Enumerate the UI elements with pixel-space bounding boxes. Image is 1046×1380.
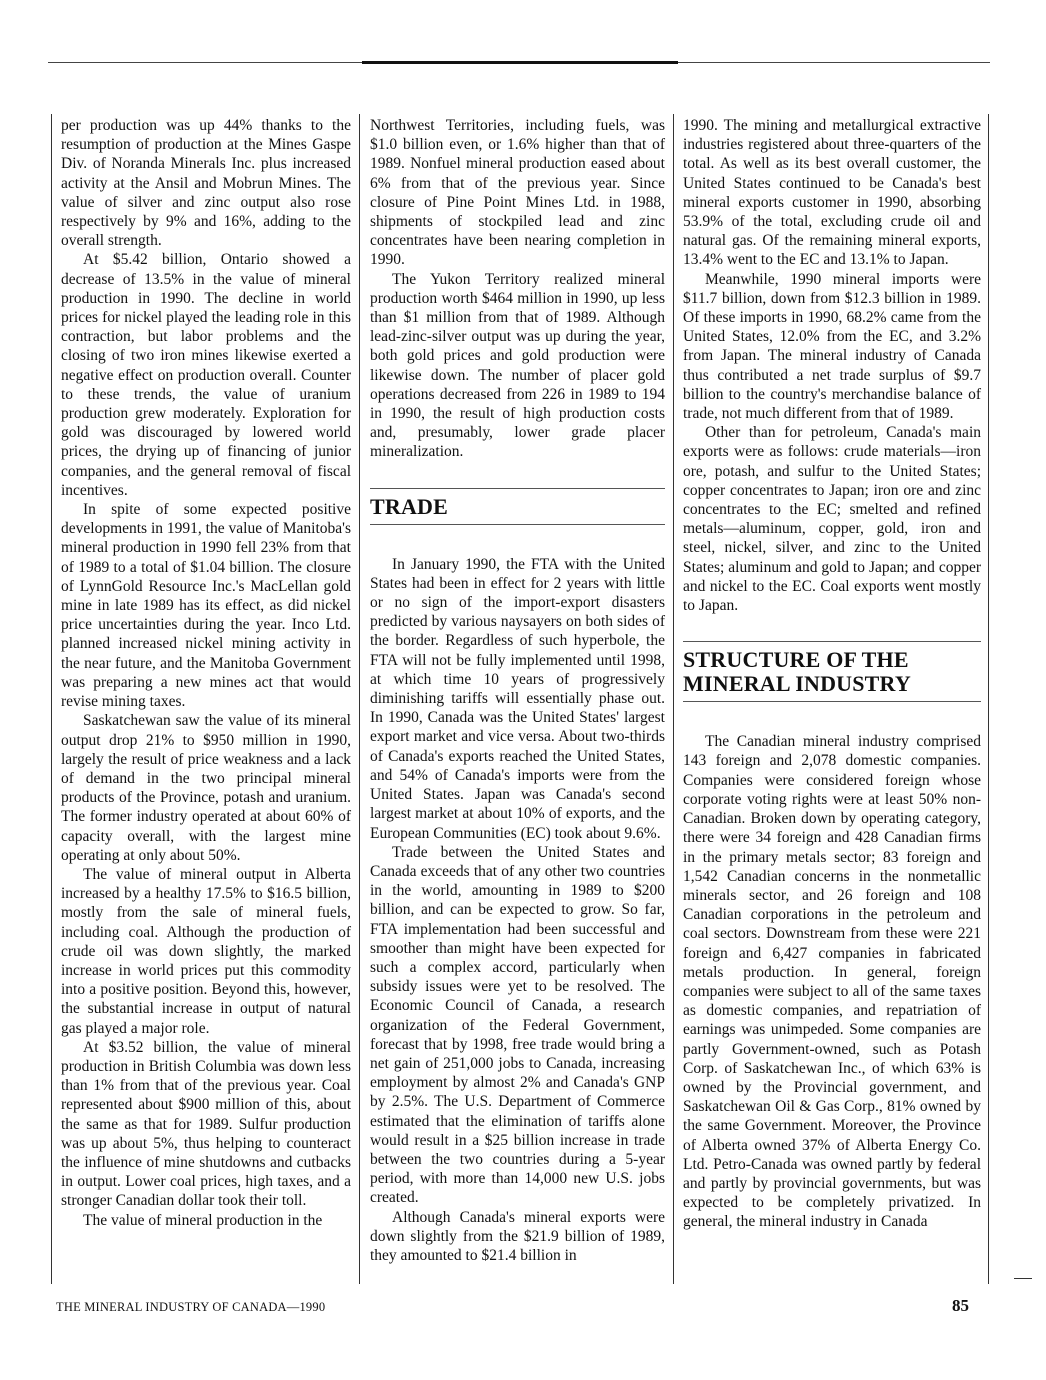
column-rule-left [51, 114, 52, 1284]
paragraph: Although Canada's mineral exports were down slightly from the $21.9 billion of 1989, they amounted to $21.4 billion in [370, 1208, 665, 1264]
page-number: 85 [952, 1296, 969, 1315]
column-rule-right [988, 114, 989, 1284]
paragraph: 1990. The mining and metallurgical extractive industries registered about three-quarters of the total. As well as its best overall customer, the United States continued to be Canada's best mineral exports customer in 1990, absorbing 53.9% of the total, excluding crude oil and natural gas. Of the remaining mineral exports, 13.4% went to the EC and 13.1% to Japan. [683, 117, 981, 269]
column-1 [61, 116, 351, 1286]
column-3 [683, 116, 981, 1286]
heading-rule-top [683, 641, 981, 642]
column-2 [370, 116, 665, 1286]
section-heading-trade [370, 488, 665, 525]
running-footer-title: THE MINERAL INDUSTRY OF CANADA—1990 [56, 1300, 326, 1314]
paragraph: The value of mineral production in the [83, 1211, 323, 1229]
top-rule-accent [362, 61, 678, 64]
section-heading-text: TRADE [370, 493, 449, 519]
paragraph: Trade between the United States and Canada exceeds that of any other two countries in the world, amounting in 1989 to $200 billion, and can be expected to grow. So far, FTA implementation had been successful and smoother than might have been expected for such a complex accord, particularly when subsidy issues were yet to be resolved. The Economic Council of Canada, a research organization of the Federal Government, forecast that by 1998, free trade would bring a net gain of 251,000 jobs to Canada, increasing employment by almost 2% and Canada's GNP by 2.5%. The U.S. Department of Commerce estimated that the elimination of tariffs alone would result in a $25 billion increase in trade between the two countries during a 5-year period, with more than 14,000 new U.S. jobs created. [370, 843, 665, 1207]
paragraph: per production was up 44% thanks to the resumption of production at the Mines Gaspe Div. of Noranda Minerals Inc. plus increased activity at the Ansil and Mobrun Mines. The value of silver and zinc output also rose respectively by 9% and 16%, adding to the overall strength. [61, 117, 351, 250]
heading-rule-bottom [370, 524, 665, 525]
paragraph: Meanwhile, 1990 mineral imports were $11.7 billion, down from $12.3 billion in 1989. Of these imports in 1990, 68.2% came from the United States, 12.0% from the EC, and 3.2% from Japan. The mineral industry of Canada thus contributed a net trade surplus of $9.7 billion to the country's merchandise balance of trade, not much different from that of 1989. [683, 270, 981, 423]
margin-mark [1014, 1278, 1032, 1279]
paragraph: In January 1990, the FTA with the United States had been in effect for 2 years with little or no sign of the import-export disasters predicted by various naysayers on both sides of the border. Regardless of such hyperbole, the FTA will not be fully implemented until 1998, at which time 10 years of progressively diminishing tariffs will essentially phase out. In 1990, Canada was the United States' largest export market and vice versa. About two-thirds of Canada's exports reached the United States, and 54% of Canada's imports were from the United States. Japan was Canada's second largest market at about 10% of exports, and the European Communities (EC) took about 9.6%. [370, 555, 665, 842]
paragraph: At $5.42 billion, Ontario showed a decrease of 13.5% in the value of mineral production in 1990. The decline in world prices for nickel played the leading role in this contraction, but labor problems and the closing of two iron mines likewise exerted a negative effect on production overall. Counter to these trends, the value of uranium production grew moderately. Exploration for gold was discouraged by lowered world prices, the drying up of financing of junior companies, and the general removal of fiscal incentives. [61, 251, 351, 499]
paragraph: The value of mineral output in Alberta increased by a healthy 17.5% to $16.5 billion, mostly from the sale of mineral fuels, including coal. Although the production of crude oil was down slightly, the marked increase in world prices put this commodity into a positive position. Beyond this, however, the substantial increase in output of natural gas played a major role. [61, 865, 351, 1037]
paragraph: Saskatchewan saw the value of its mineral output drop 21% to $950 million in 1990, largely the result of price weakness and a lack of demand in the two principal mineral products of the Province, potash and uranium. The former industry operated at about 60% of capacity overall, with the largest mine operating at only about 50%. [61, 712, 351, 864]
paragraph: The Yukon Territory realized mineral production worth $464 million in 1990, up less than $1 million from that of 1989. Although lead-zinc-silver output was up during the year, both gold prices and gold production were likewise down. The number of placer gold operations decreased from 226 in 1989 to 194 in 1990, the result of high production costs and, presumably, lower grade placer mineralization. [370, 270, 665, 461]
section-heading-line-1: STRUCTURE OF THE [683, 647, 909, 673]
paragraph: The Canadian mineral industry comprised 143 foreign and 2,078 domestic companies. Companies were considered foreign whose corporate voting rights were at least 50% non-Canadian. Broken down by operating category, there were 34 foreign and 428 Canadian firms in the primary metals sector; 83 foreign and 1,542 Canadian concerns in the nonmetallic minerals sector, and 26 foreign and 108 Canadian corporations in the petroleum and coal sectors. Downstream from these were 221 foreign and 6,427 companies in fabricated metals production. In general, foreign companies were subject to all of the same taxes as domestic companies, and repatriation of earnings was unimpeded. Some companies are partly Government-owned, such as Potash Corp. of Saskatchewan Inc., of which 63% is owned by the Provincial government, and Saskatchewan Oil & Gas Corp., 81% owned by the same Government. Moreover, the Province of Alberta owned 37% of Alberta Energy Co. Ltd. Petro-Canada was owned partly by federal and partly by provincial governments, but was expected to be completely privatized. In general, the mineral industry in Canada [683, 733, 981, 1231]
heading-rule-bottom [683, 701, 981, 702]
paragraph: At $3.52 billion, the value of mineral production in British Columbia was down less than 1% from that of the previous year. Coal represented about $900 million of this, about the same as that for 1989. Sulfur production was up about 5%, thus helping to counteract the influence of mine shutdowns and cutbacks in output. Lower coal prices, high taxes, and a stronger Canadian dollar took their toll. [61, 1038, 351, 1210]
paragraph: Other than for petroleum, Canada's main exports were as follows: crude materials—iron ore, potash, and sulfur to the United States; copper concentrates to Japan; iron ore and zinc concentrates to the EC; smelted and refined metals—aluminum, copper, gold, iron and steel, nickel, silver, and zinc to the United States; aluminum and gold to Japan; and copper and nickel to the EC. Coal exports went mostly to Japan. [683, 424, 981, 615]
column-rule-middle-left [359, 114, 360, 1284]
paragraph: In spite of some expected positive developments in 1991, the value of Manitoba's mineral production in 1990 fell 23% from that of 1989 to a total of $1.04 billion. The closure of LynnGold Resource Inc.'s MacLellan gold mine in late 1989 has its effect, as did nickel price uncertainties during the year. Inco Ltd. planned increased nickel mining activity in the near future, and the Manitoba Government was preparing a new mines act that would revise mining taxes. [61, 501, 351, 711]
heading-rule-top [370, 488, 665, 489]
paragraph: Northwest Territories, including fuels, was $1.0 billion even, or 1.6% higher than that of 1989. Nonfuel mineral production eased about 6% from that of the previous year. Since closure of Pine Point Mines Ltd. in 1988, shipments of stockpiled lead and zinc concentrates have been nearing completion in 1990. [370, 117, 665, 269]
section-heading-line-2: MINERAL INDUSTRY [683, 671, 911, 697]
section-heading-structure [683, 641, 981, 702]
column-rule-middle-right [673, 114, 674, 1284]
